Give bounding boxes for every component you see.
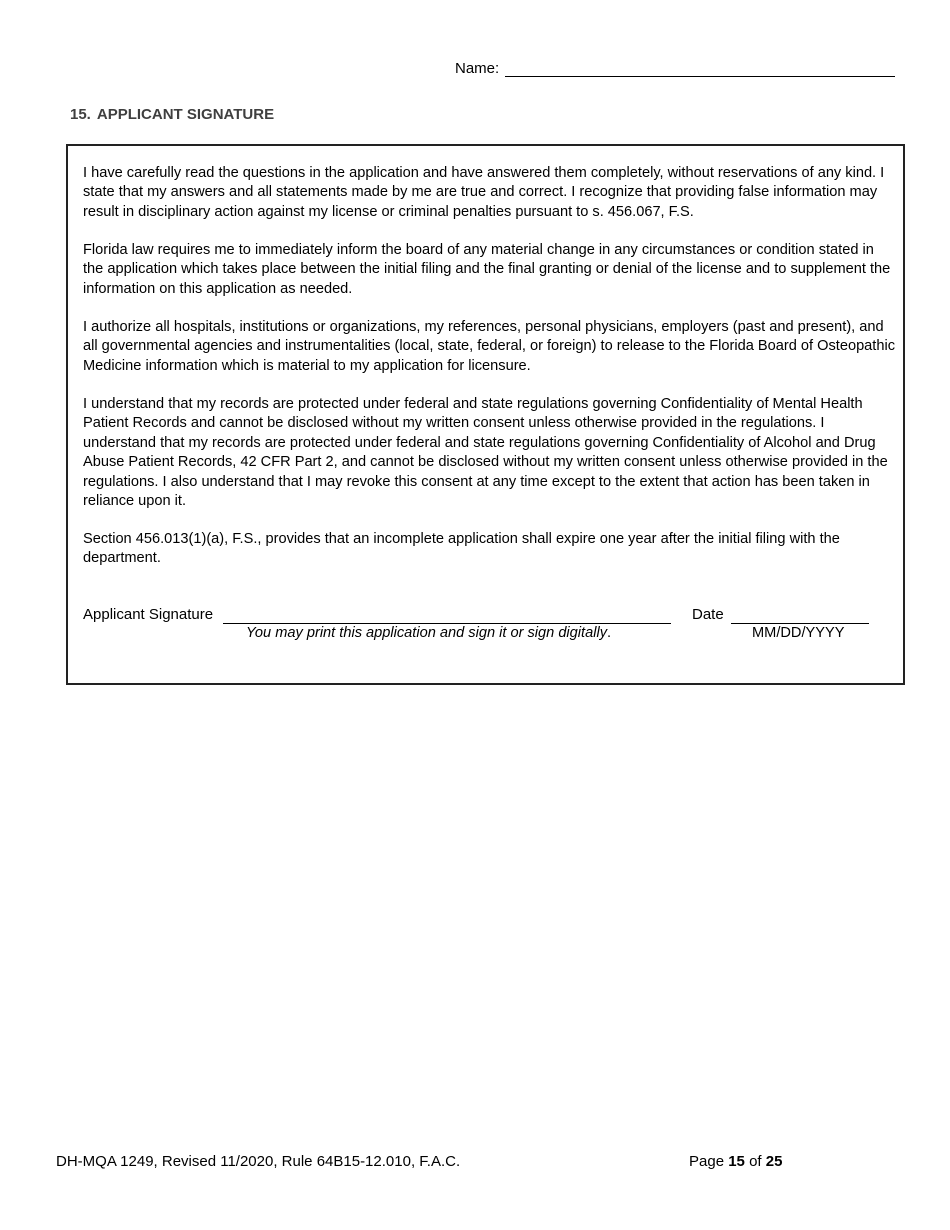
name-label: Name: (455, 60, 500, 77)
page-current: 15 (728, 1153, 745, 1170)
section-number: 15. (70, 106, 91, 123)
authorization-paragraph: I authorize all hospitals, institutions or organizations, my references, personal physicians, employers (past and present), and all governmental agencies and instrumentalities (local, state, federal, or foreign) to release to the Florida Board of Osteopathic Medicine information which is material to my application for licensure. (83, 319, 896, 374)
page-prefix: Page (689, 1153, 725, 1170)
name-field-row (455, 55, 895, 77)
attestation-paragraph: I have carefully read the questions in the application and have answered them completely, without reservations of any kind. I state that my answers and all statements made by me are true and correct. I recognize that providing false information may result in disciplinary action against my license or criminal penalties pursuant to s. 456.067, F.S. (83, 165, 885, 220)
applicant-signature-label: Applicant Signature (83, 606, 214, 623)
name-input-line[interactable] (505, 58, 895, 77)
date-format-hint: MM/DD/YYYY (752, 625, 845, 641)
confidentiality-paragraph: I understand that my records are protected under federal and state regulations governing Confidentiality of Mental Health Patient Records and cannot be disclosed without my written consent unless otherwise provided in the regulations. I understand that my records are protected under federal and state regulations governing Confidentiality of Alcohol and Drug Abuse Patient Records, 42 CFR Part 2, and cannot be disclosed without my written consent unless otherwise provided in the regulations. I also understand that I may revoke this consent at any time except to the extent that action has been taken in reliance upon it. (83, 396, 888, 510)
footer-form-id: DH-MQA 1249, Revised 11/2020, Rule 64B15-12.010, F.A.C. (56, 1153, 461, 1170)
footer-page-number (689, 1153, 782, 1170)
applicant-signature-line[interactable] (223, 623, 671, 624)
signature-note-text: You may print this application and sign it or sign digitally (246, 625, 607, 641)
material-change-paragraph: Florida law requires me to immediately inform the board of any material change in any circumstances or condition stated in the application which takes place between the initial filing and the final granting or denial of the license and to supplement the information on this application as needed. (83, 242, 891, 297)
section-heading (70, 106, 274, 123)
signature-note (246, 625, 611, 641)
page-of: of (749, 1153, 762, 1170)
page-total: 25 (765, 1153, 783, 1170)
signature-note-period: . (607, 625, 612, 641)
date-label: Date (692, 606, 724, 623)
section-title: APPLICANT SIGNATURE (96, 106, 275, 123)
expiration-paragraph: Section 456.013(1)(a), F.S., provides that an incomplete application shall expire one year after the initial filing with the department. (83, 531, 840, 567)
date-input-line[interactable] (731, 623, 869, 624)
